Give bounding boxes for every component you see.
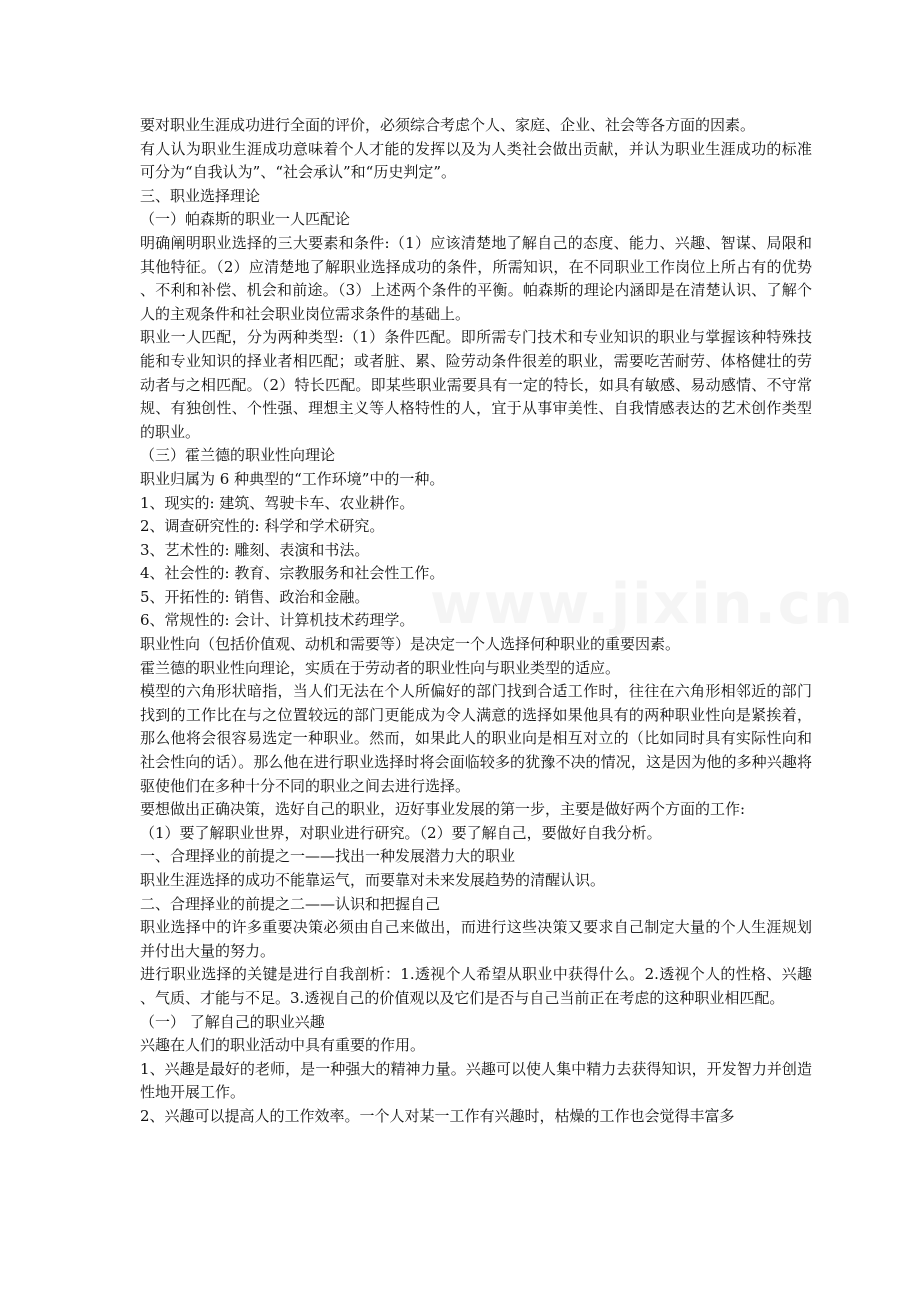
paragraph: （1）要了解职业世界，对职业进行研究。（2）要了解自己，要做好自我分析。 (140, 823, 662, 842)
list-item: 1、兴趣是最好的老师，是一种强大的精神力量。兴趣可以使人集中精力去获得知识，开发智力并创造性地开展工作。 (140, 1059, 812, 1102)
document-body (140, 114, 812, 1129)
list-item: 5、开拓性的: 销售、政治和金融。 (140, 587, 370, 606)
subsection-heading: （一） 了解自己的职业兴趣 (140, 1012, 325, 1031)
list-item: 2、调查研究性的: 科学和学术研究。 (140, 517, 385, 536)
subsection-heading: （三）霍兰德的职业性向理论 (140, 446, 336, 465)
paragraph: 职业一人匹配，分为两种类型:（1）条件匹配。即所需专门技术和专业知识的职业与掌握该种特殊技能和专业知识的择业者相匹配；或者脏、累、险劳动条件很差的职业，需要吃苦耐劳、体格健壮的劳动者与之相匹配。（2）特长匹配。即某些职业需要具有一定的特长，如具有敏感、易动感情、不守常规、有独创性、个性强、理想主义等人格特性的人，宜于从事审美性、自我情感表达的艺术创作类型的职业。 (140, 328, 812, 441)
list-item: 6、常规性的: 会计、计算机技术药理学。 (140, 611, 415, 630)
list-item: 3、艺术性的: 雕刻、表演和书法。 (140, 540, 370, 559)
paragraph: 霍兰德的职业性向理论，实质在于劳动者的职业性向与职业类型的适应。 (140, 658, 621, 677)
paragraph: 明确阐明职业选择的三大要素和条件:（1）应该清楚地了解自己的态度、能力、兴趣、智谋、局限和其他特征。（2）应清楚地了解职业选择成功的条件，所需知识，在不同职业工作岗位上所占有的优势、不利和补偿、机会和前途。（3）上述两个条件的平衡。帕森斯的理论内涵即是在清楚认识、了解个人的主观条件和社会职业岗位需求条件的基础上。 (140, 233, 812, 323)
paragraph: 要对职业生涯成功进行全面的评价，必须综合考虑个人、家庭、企业、社会等各方面的因素。 (140, 116, 756, 134)
paragraph: 职业选择中的许多重要决策必须由自己来做出，而进行这些决策又要求自己制定大量的个人生涯规划并付出大量的努力。 (140, 918, 812, 960)
list-item: 2、兴趣可以提高人的工作效率。一个人对某一工作有兴趣时，枯燥的工作也会觉得丰富多 (140, 1106, 735, 1125)
watermark-text: www.jixin.cn (430, 572, 855, 637)
section-heading: 三、职业选择理论 (140, 186, 261, 205)
paragraph: 模型的六角形状暗指，当人们无法在个人所偏好的部门找到合适工作时，往往在六角形相邻近的部门找到的工作比在与之位置较远的部门更能成为令人满意的选择如果他具有的两种职业性向是紧挨着，那么他将会很容易选定一种职业。然而，如果此人的职业向是相互对立的（比如同时具有实际性向和社会性向的话）。那么他在进行职业选择时将会面临较多的犹豫不决的情况，这是因为他的多种兴趣将驱使他们在多种十分不同的职业之间去进行选择。 (140, 682, 812, 795)
paragraph: 兴趣在人们的职业活动中具有重要的作用。 (140, 1036, 426, 1055)
paragraph: 进行职业选择的关键是进行自我剖析：1.透视个人希望从职业中获得什么。2.透视个人的性格、兴趣、气质、才能与不足。3.透视自己的价值观以及它们是否与自己当前正在考虑的这种职业相匹配。 (140, 965, 812, 1007)
list-item: 1、现实的: 建筑、驾驶卡车、农业耕作。 (140, 493, 415, 512)
paragraph: 职业生涯选择的成功不能靠运气，而要靠对未来发展趋势的清醒认识。 (140, 871, 606, 889)
section-heading: 二、合理择业的前提之二——认识和把握自己 (140, 894, 441, 913)
subsection-heading: （一）帕森斯的职业一人匹配论 (140, 210, 351, 229)
list-item: 4、社会性的: 教育、宗教服务和社会性工作。 (140, 564, 445, 583)
paragraph: 职业性向（包括价值观、动机和需要等）是决定一个人选择何种职业的重要因素。 (140, 635, 681, 654)
paragraph: 职业归属为 6 种典型的“工作环境”中的一种。 (140, 469, 445, 488)
section-heading: 一、合理择业的前提之一——找出一种发展潜力大的职业 (140, 847, 516, 866)
paragraph: 有人认为职业生涯成功意味着个人才能的发挥以及为人类社会做出贡献，并认为职业生涯成功的标准可分为“自我认为”、“社会承认”和“历史判定”。 (140, 139, 812, 182)
paragraph: 要想做出正确决策，选好自己的职业，迈好事业发展的第一步，主要是做好两个方面的工作: (140, 800, 746, 819)
